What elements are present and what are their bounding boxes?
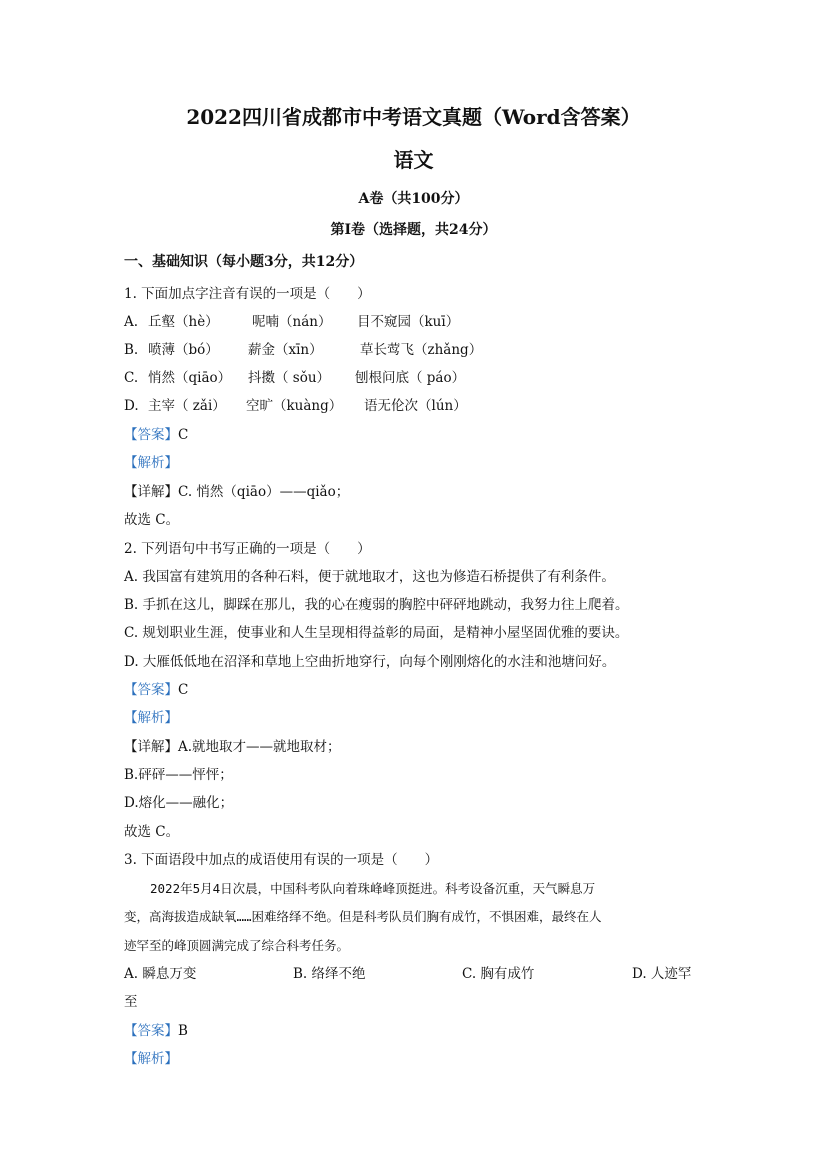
q3-analysis-label: 【解析】 xyxy=(124,1051,178,1067)
detail-label: 【详解】 xyxy=(124,739,178,755)
option-item: 空旷（kuàng） xyxy=(246,398,343,414)
detail-text: A.就地取才——就地取材； xyxy=(178,739,341,755)
q2-stem: 2. 下列语句中书写正确的一项是（ ） xyxy=(124,541,371,557)
q2-detail-2: B.砰砰——怦怦； xyxy=(124,767,233,783)
q2-option-a: A. 我国富有建筑用的各种石料，便于就地取才，这也为修造石桥提供了有利条件。 xyxy=(124,569,615,585)
detail-label: 【详解】 xyxy=(124,484,178,500)
option-item: 草长莺飞（zhǎng） xyxy=(360,342,483,358)
q3-passage-line-2: 变，高海拔造成缺氧……困难络绎不绝。但是科考队员们胸有成竹，不惧困难，最终在人 xyxy=(124,909,602,924)
option-letter: A. xyxy=(124,314,139,330)
q3-option-a: A. 瞬息万变 xyxy=(124,966,197,982)
answer-value: C xyxy=(178,682,189,698)
option-item: 薪金（xīn） xyxy=(248,342,323,358)
option-item: 目不窥园（kuī） xyxy=(357,314,460,330)
answer-value: C xyxy=(178,427,189,443)
q2-answer xyxy=(124,680,188,700)
option-item: 喷薄（bó） xyxy=(148,342,219,358)
q2-option-c: C. 规划职业生涯，使事业和人生呈现相得益彰的局面，是精神小屋坚固优雅的要诀。 xyxy=(124,625,629,641)
q1-analysis-label: 【解析】 xyxy=(124,455,178,471)
option-item: 语无伦次（lún） xyxy=(364,398,467,414)
q2-analysis-label: 【解析】 xyxy=(124,710,178,726)
option-item: 抖擞（ sǒu） xyxy=(248,370,331,386)
option-letter: B. xyxy=(124,342,139,358)
option-letter: D. xyxy=(124,398,139,414)
q3-option-b: B. 络绎不绝 xyxy=(293,966,366,982)
answer-label: 【答案】 xyxy=(124,427,178,443)
q2-detail-1 xyxy=(124,737,341,757)
document-subtitle: 语文 xyxy=(393,148,434,172)
q3-option-d: D. 人迹罕 xyxy=(632,966,692,982)
part-heading: 第Ⅰ卷（选择题，共24分） xyxy=(330,222,497,238)
section-heading: 一、基础知识（每小题3分，共12分） xyxy=(124,254,364,270)
q2-option-b: B. 手抓在这儿，脚踩在那儿，我的心在瘦弱的胸腔中砰砰地跳动，我努力往上爬着。 xyxy=(124,597,629,613)
answer-label: 【答案】 xyxy=(124,682,178,698)
q3-answer xyxy=(124,1021,188,1041)
q2-conclusion: 故选 C。 xyxy=(124,824,180,840)
option-item: 主宰（ zǎi） xyxy=(148,398,226,414)
option-item: 丘壑（hè） xyxy=(148,314,219,330)
answer-label: 【答案】 xyxy=(124,1023,178,1039)
q1-conclusion: 故选 C。 xyxy=(124,512,180,528)
document-title: 2022四川省成都市中考语文真题（Word含答案） xyxy=(186,105,641,129)
q3-passage-line-3: 迹罕至的峰顶圆满完成了综合科考任务。 xyxy=(124,938,350,953)
option-item: 刨根问底（ páo） xyxy=(355,370,466,386)
q1-answer xyxy=(124,425,188,445)
option-item: 悄然（qiāo） xyxy=(148,370,232,386)
q2-detail-3: D.熔化——融化； xyxy=(124,795,234,811)
q1-stem: 1. 下面加点字注音有误的一项是（ ） xyxy=(124,286,371,302)
q3-option-wrap: 至 xyxy=(124,994,138,1010)
q3-option-c: C. 胸有成竹 xyxy=(462,966,535,982)
volume-heading: A卷（共100分） xyxy=(358,191,469,207)
answer-value: B xyxy=(178,1023,188,1039)
q1-detail xyxy=(124,482,349,502)
q2-option-d: D. 大雁低低地在沼泽和草地上空曲折地穿行，向每个刚刚熔化的水洼和池塘问好。 xyxy=(124,654,616,670)
q3-stem: 3. 下面语段中加点的成语使用有误的一项是（ ） xyxy=(124,852,439,868)
detail-text: C. 悄然（qiāo）——qiǎo； xyxy=(178,484,350,500)
q3-passage-line-1: 2022年5月4日次晨，中国科考队向着珠峰峰顶挺进。科考设备沉重，天气瞬息万 xyxy=(150,881,596,896)
option-letter: C. xyxy=(124,370,139,386)
option-item: 呢喃（nán） xyxy=(252,314,332,330)
